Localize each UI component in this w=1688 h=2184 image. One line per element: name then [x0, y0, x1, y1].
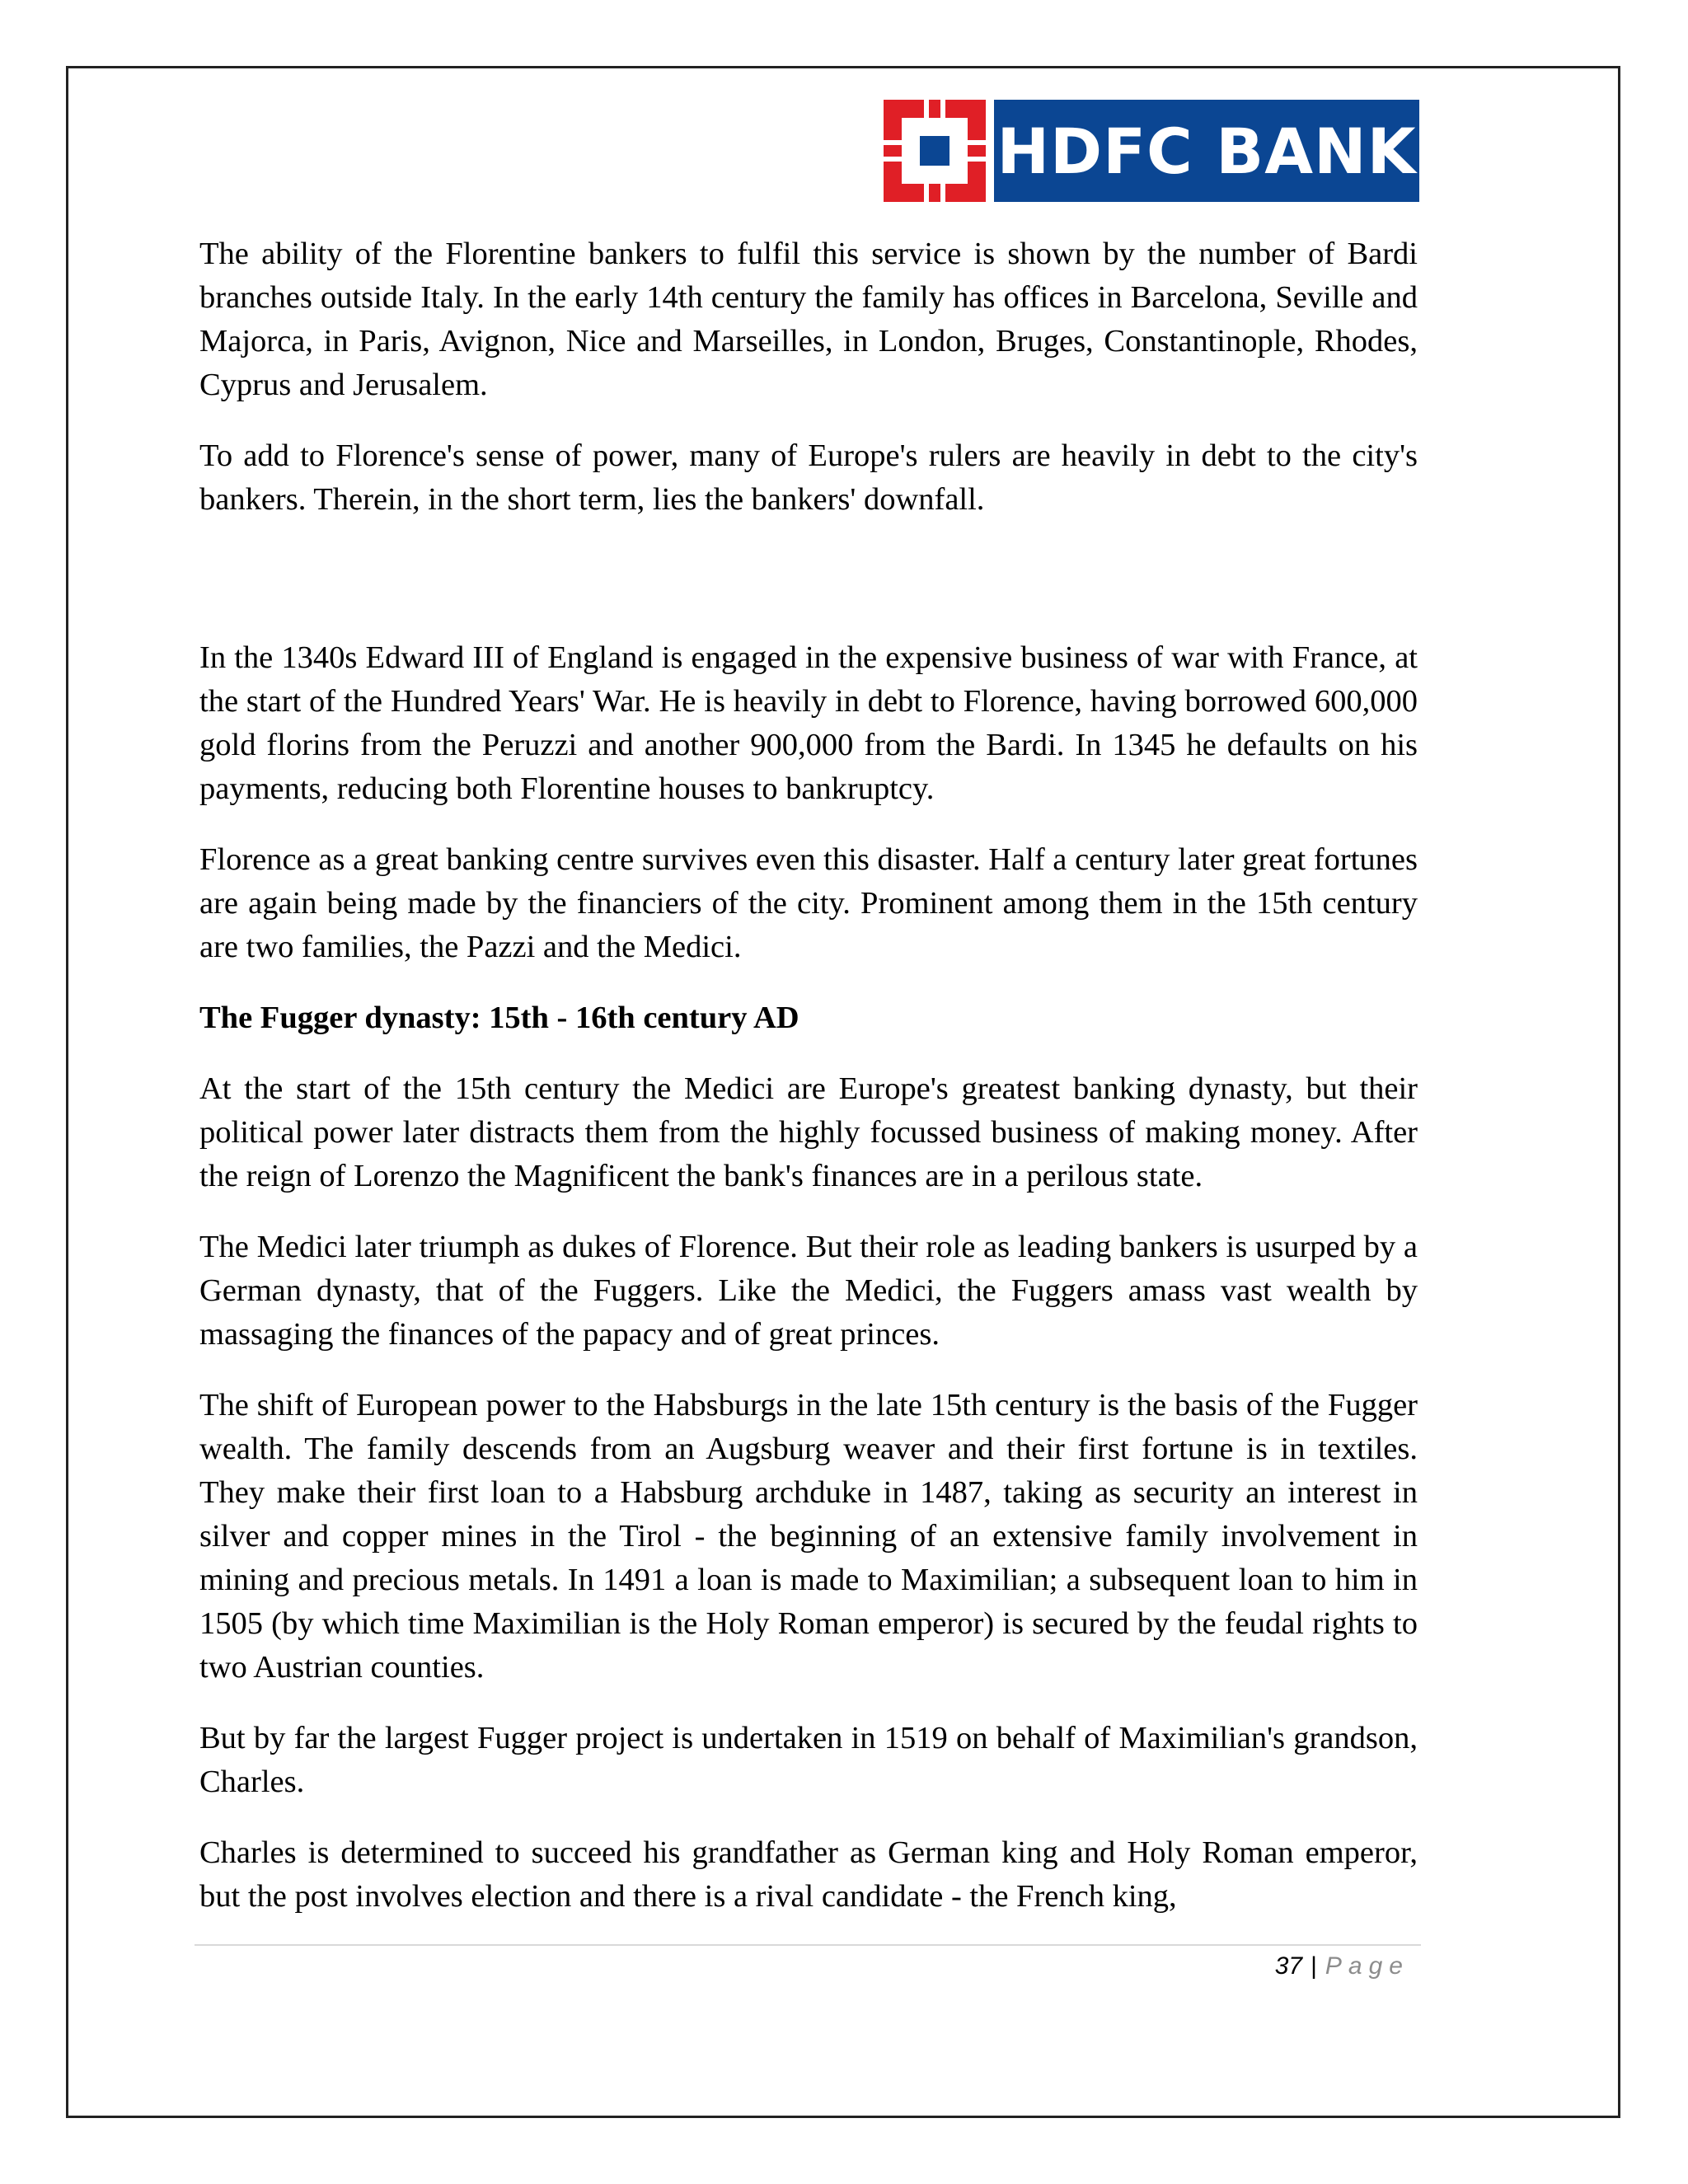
paragraph-largest-project: But by far the largest Fugger project is undertaken in 1519 on behalf of Maximilian's grandson, Charles. — [199, 1721, 1418, 1799]
section-heading-fugger-dynasty: The Fugger dynasty: 15th - 16th century AD — [199, 1001, 799, 1035]
hdfc-logo-mark-icon — [884, 100, 986, 202]
paragraph-medici-dynasty: At the start of the 15th century the Medici are Europe's greatest banking dynasty, but their political power later distracts them from the highly focussed business of making money. After the reign of Lorenzo the Magnificent the bank's finances are in a perilous state. — [199, 1071, 1418, 1193]
paragraph-charles-election: Charles is determined to succeed his grandfather as German king and Holy Roman emperor, but the post involves election and there is a rival candidate - the French king, — [199, 1835, 1418, 1914]
hdfc-bank-wordmark: HDFC BANK — [994, 100, 1419, 202]
page-content — [199, 232, 1418, 1919]
paragraph-habsburg-shift: The shift of European power to the Habsburgs in the late 15th century is the basis of the Fugger wealth. The family descends from an Augsburg weaver and their first fortune is in textiles. They make their first loan to a Habsburg archduke in 1487, taking as security an interest in silver and copper mines in the Tirol - the beginning of an extensive family involvement in mining and precious metals. In 1491 a loan is made to Maximilian; a subsequent loan to him in 1505 (by which time Maximilian is the Holy Roman emperor) is secured by the feudal rights to two Austrian counties. — [199, 1388, 1418, 1685]
paragraph-bardi-branches: The ability of the Florentine bankers to fulfil this service is shown by the number of Bardi branches outside Italy. In the early 14th century the family has offices in Barcelona, Seville and Majorca, in Paris, Avignon, Nice and Marseilles, in London, Bruges, Constantinople, Rhodes, Cyprus and Jerusalem. — [199, 237, 1418, 402]
paragraph-edward-iii: In the 1340s Edward III of England is engaged in the expensive business of war with France, at the start of the Hundred Years' War. He is heavily in debt to Florence, having borrowed 600,000 gold florins from the Peruzzi and another 900,000 from the Bardi. In 1345 he defaults on his payments, reducing both Florentine houses to bankruptcy. — [199, 640, 1418, 806]
page-number-value: 37 — [1274, 1952, 1303, 1980]
paragraph-florence-power: To add to Florence's sense of power, many of Europe's rulers are heavily in debt to the city's bankers. Therein, in the short term, lies the bankers' downfall. — [199, 438, 1418, 517]
hdfc-bank-logo — [884, 100, 1419, 202]
page-number — [1275, 1950, 1409, 1983]
footer-divider — [195, 1944, 1421, 1946]
page-number-separator: | — [1311, 1952, 1317, 1980]
paragraph-medici-dukes: The Medici later triumph as dukes of Florence. But their role as leading bankers is usurped by a German dynasty, that of the Fuggers. Like the Medici, the Fuggers amass vast wealth by massaging the finances of the papacy and of great princes. — [199, 1230, 1418, 1352]
page-label: Page — [1325, 1952, 1409, 1980]
paragraph-banking-centre: Florence as a great banking centre survives even this disaster. Half a century later great fortunes are again being made by the financiers of the city. Prominent among them in the 15th century are two families, the Pazzi and the Medici. — [199, 842, 1418, 964]
